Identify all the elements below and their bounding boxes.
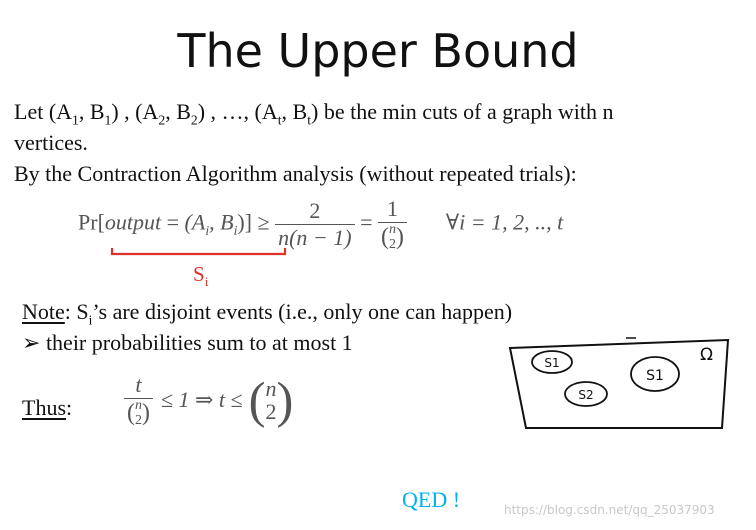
omega-label: Ω: [700, 345, 713, 365]
fraction-t-over-binom: [124, 372, 153, 429]
binom-n-2-large: ( n 2 ): [248, 372, 294, 429]
eq-symbol: =: [360, 209, 373, 235]
sub: 1: [104, 112, 112, 128]
si-sub: i: [204, 274, 209, 290]
si-letter: S: [193, 262, 205, 286]
s1-circled-label: S1: [646, 368, 664, 384]
pair-b: , B: [209, 209, 234, 235]
qed-text: QED !: [402, 487, 461, 512]
denominator: [124, 398, 153, 429]
sub-i: i: [233, 222, 238, 238]
note-sub: i: [88, 312, 93, 328]
numerator: t: [135, 372, 142, 397]
pair-open: (A: [184, 209, 206, 235]
si-label: [193, 262, 208, 290]
binom-bottom: 2: [134, 412, 142, 428]
thus-word: Thus: [22, 395, 66, 420]
sub: 1: [72, 112, 79, 128]
sub-i: i: [205, 222, 210, 238]
note-rest: : S: [64, 299, 89, 324]
bullet-text: their probabilities sum to at most 1: [45, 330, 353, 355]
leq-implies: ≤ 1 ⇒ t ≤: [160, 387, 243, 413]
thus-formula: [124, 372, 293, 429]
watermark: https://blog.csdn.net/qq_25037903: [504, 503, 715, 517]
numerator: 2: [309, 197, 321, 223]
pair-close: )]: [237, 209, 253, 235]
slide-title: The Upper Bound: [177, 24, 579, 78]
sub: t: [277, 112, 282, 128]
probability-formula: Pr[output = ($A_i$, $B_i$)] ≥ $\frac{2}{n(n - 1)}$ = 1 ( n 2 ) ∀i = 1, 2, .., t: [78, 196, 564, 252]
pr-symbol: Pr: [78, 209, 98, 235]
note-line: [22, 299, 512, 328]
binom-bottom: 2: [388, 236, 396, 252]
note-tail: ’s are disjoint events (i.e., only one can happen): [92, 299, 513, 324]
sub: 2: [158, 112, 166, 128]
s2-label: S2: [578, 388, 594, 402]
forall-clause: ∀i = 1, 2, .., t: [445, 209, 564, 235]
sub: 2: [190, 112, 198, 128]
output-var: output: [104, 209, 162, 235]
sample-space-sketch: [500, 330, 740, 440]
s1-label: S1: [544, 356, 560, 370]
numerator: 1: [386, 196, 398, 221]
line-min-cuts: Let ($A_1$, $B_1$) , ($A_2$, $B_2$) , …, ($A_t$, $B_t$) be the min cuts of a graph with n: [14, 99, 614, 128]
binom-top: n: [265, 376, 277, 402]
note-word: Note: [22, 299, 65, 324]
text-let: Let (A: [14, 99, 73, 124]
binom-top: n: [134, 398, 142, 414]
sub: t: [307, 112, 312, 128]
sample-space-box: [510, 340, 728, 428]
binom-n-2: ( n 2 ): [127, 398, 150, 428]
bullet-line: [22, 330, 353, 356]
line-analysis: By the Contraction Algorithm analysis (without repeated trials):: [14, 161, 577, 186]
denominator: n(n − 1): [275, 224, 355, 251]
geq-symbol: ≥: [257, 209, 270, 235]
text-rest: be the min cuts of a graph with n: [323, 99, 614, 124]
si-bracket: [112, 248, 285, 254]
line-vertices: vertices.: [14, 130, 88, 155]
thus-label: [22, 395, 72, 421]
arrow-bullet-icon: ➢: [22, 330, 41, 355]
binom-bottom: 2: [265, 399, 277, 425]
binom-top: n: [388, 222, 396, 238]
binom-n-2: ( n 2 ): [381, 222, 404, 252]
thus-colon: :: [66, 395, 73, 420]
